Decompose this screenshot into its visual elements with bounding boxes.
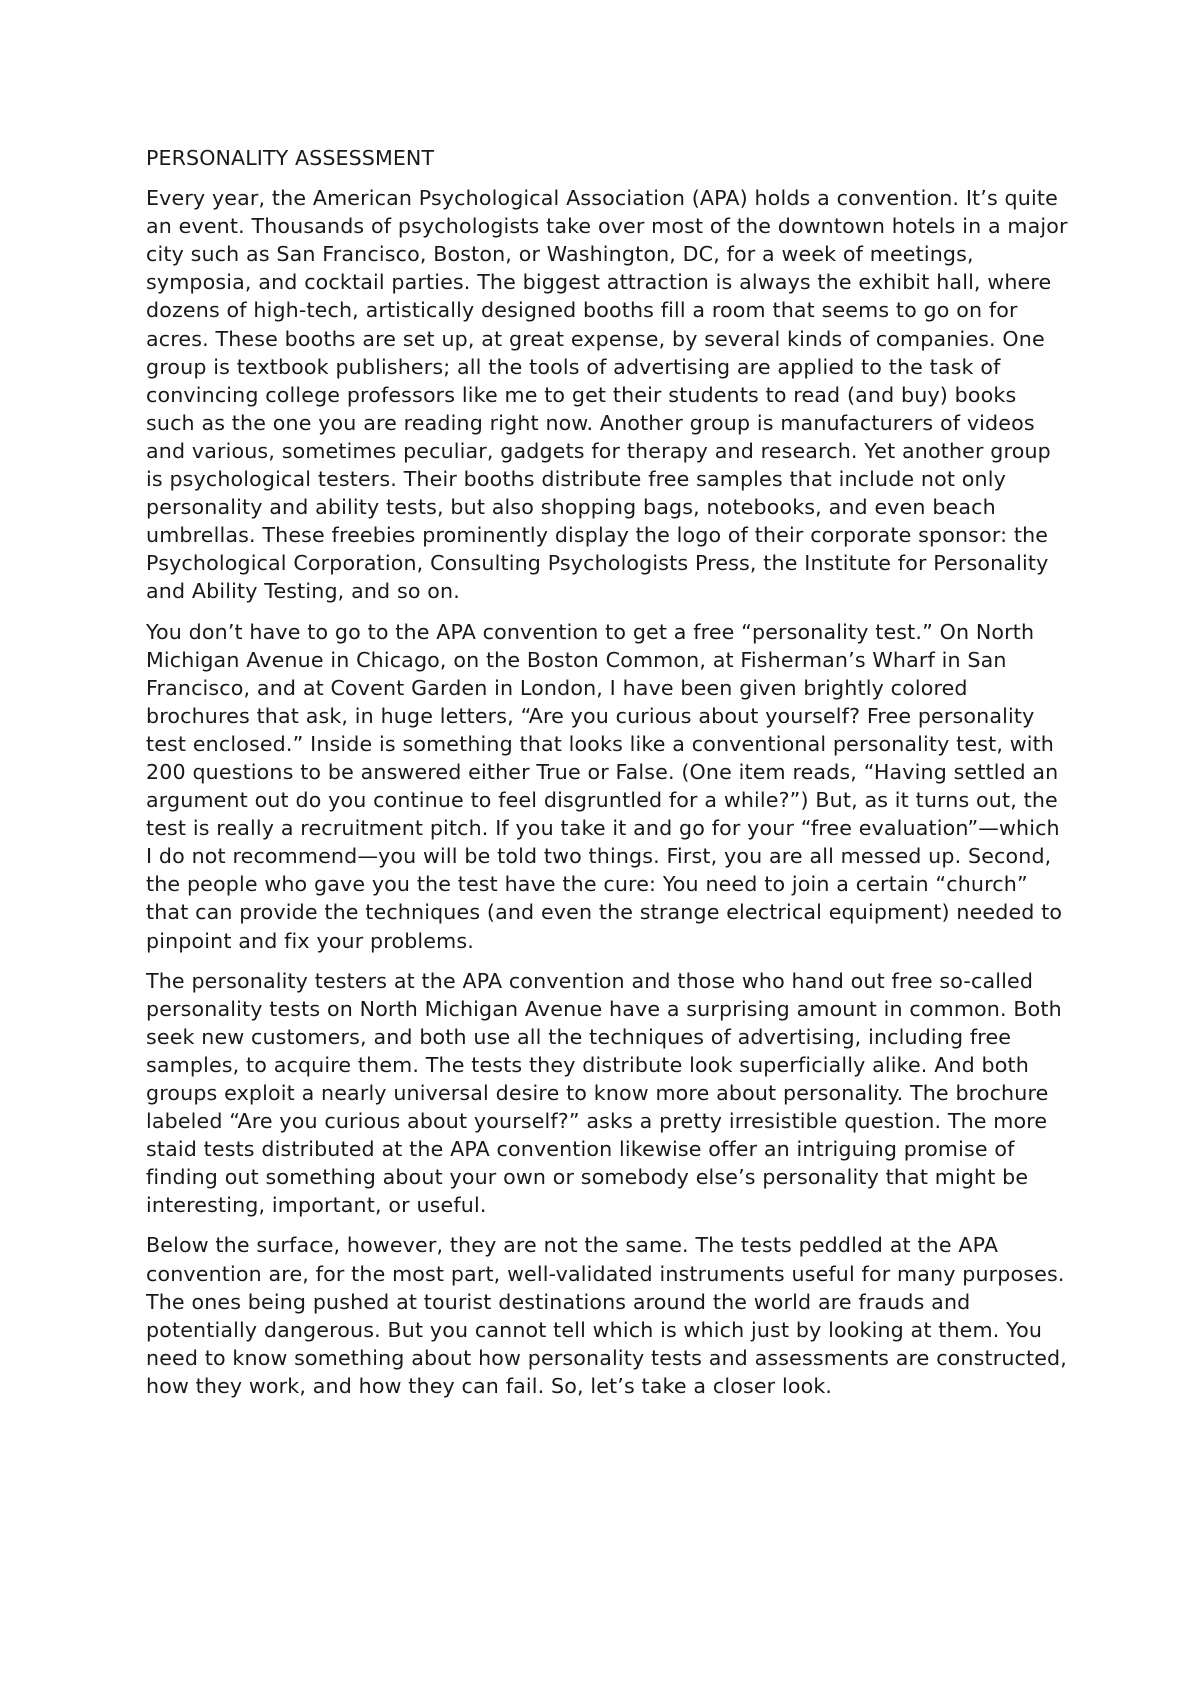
paragraph-4: Below the surface, however, they are not the same. The tests peddled at the APA convention are, for the most part, well-validated instruments useful for many purposes. The ones being pushed at tourist destinations around the world are frauds and potentially dangerous. But you cannot tell which is which just by looking at them. You need to know something about how personality tests and assessments are constructed, how they work, and how they can fail. So, let’s take a closer look. <box>146 1233 1067 1398</box>
paragraph-1: Every year, the American Psychological Association (APA) holds a convention. It’s quite an event. Thousands of psychologists take over most of the downtown hotels in a major city such as San Francisco, Boston, or Washington, DC, for a week of meetings, symposia, and cocktail parties. The biggest attraction is always the exhibit hall, where dozens of high-tech, artistically designed booths fill a room that seems to go on for acres. These booths are set up, at great expense, by several kinds of companies. One group is textbook publishers; all the tools of advertising are applied to the task of convincing college professors like me to get their students to read (and buy) books such as the one you are reading right now. Another group is manufacturers of videos and various, sometimes peculiar, gadgets for therapy and research. Yet another group is psychological testers. Their booths distribute free samples that include not only personality and ability tests, but also shopping bags, notebooks, and even beach umbrellas. These freebies prominently display the logo of their corporate sponsor: the Psychological Corporation, Consulting Psychologists Press, the Institute for Personality and Ability Testing, and so on. <box>146 186 1068 604</box>
document-page <box>146 144 1071 1412</box>
paragraph-2: You don’t have to go to the APA convention to get a free “personality test.” On North Michigan Avenue in Chicago, on the Boston Common, at Fisherman’s Wharf in San Francisco, and at Covent Garden in London, I have been given brightly colored brochures that ask, in huge letters, “Are you curious about yourself? Free personality test enclosed.” Inside is something that looks like a conventional personality test, with 200 questions to be answered either True or False. (One item reads, “Having settled an argument out do you continue to feel disgruntled for a while?”) But, as it turns out, the test is really a recruitment pitch. If you take it and go for your “free evaluation”—which I do not recommend—you will be told two things. First, you are all messed up. Second, the people who gave you the test have the cure: You need to join a certain “church” that can provide the techniques (and even the strange electrical equipment) needed to pinpoint and fix your problems. <box>146 619 1063 953</box>
document-title: PERSONALITY ASSESSMENT <box>146 146 435 170</box>
paragraph-3: The personality testers at the APA convention and those who hand out free so-called personality tests on North Michigan Avenue have a surprising amount in common. Both seek new customers, and both use all the techniques of advertising, including free samples, to acquire them. The tests they distribute look superficially alike. And both groups exploit a nearly universal desire to know more about personality. The brochure labeled “Are you curious about yourself?” asks a pretty irresistible question. The more staid tests distributed at the APA convention likewise offer an intriguing promise of finding out something about your own or somebody else’s personality that might be interesting, important, or useful. <box>146 968 1062 1218</box>
